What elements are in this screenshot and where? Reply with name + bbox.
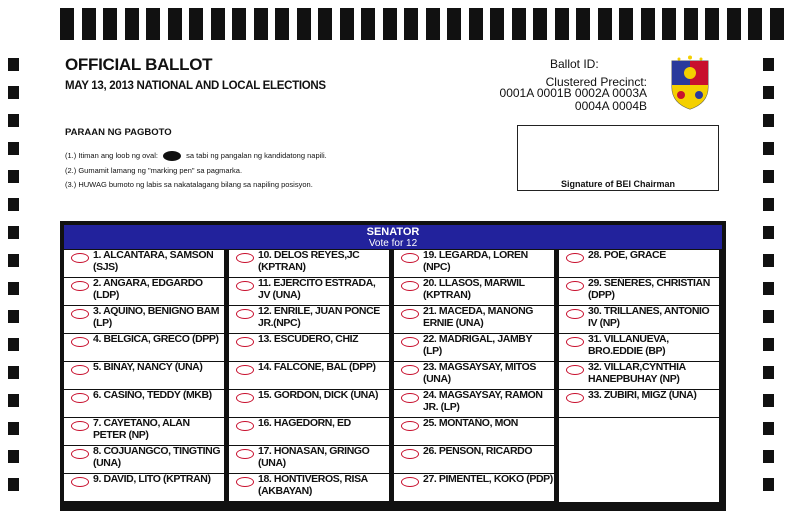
vote-oval[interactable] xyxy=(401,337,419,347)
candidate-entry[interactable] xyxy=(394,250,554,277)
candidate-name: 28. POE, GRACE xyxy=(588,249,666,261)
contest-header xyxy=(64,225,722,249)
candidate-name: 11. EJERCITO ESTRADA, JV (UNA) xyxy=(258,277,376,301)
candidate-entry[interactable] xyxy=(64,278,224,305)
timing-mark xyxy=(60,8,74,40)
candidate-name: 30. TRILLANES, ANTONIO IV (NP) xyxy=(588,305,710,329)
candidate-entry[interactable] xyxy=(64,446,224,473)
candidate-name: 20. LLASOS, MARWIL (KPTRAN) xyxy=(423,277,525,301)
candidate-column xyxy=(559,250,719,510)
vote-oval[interactable] xyxy=(401,421,419,431)
candidate-entry[interactable] xyxy=(394,278,554,305)
timing-mark xyxy=(641,8,655,40)
candidate-name: 3. AQUINO, BENIGNO BAM (LP) xyxy=(93,305,220,329)
timing-mark xyxy=(469,8,483,40)
timing-mark xyxy=(82,8,96,40)
vote-oval[interactable] xyxy=(401,281,419,291)
timing-mark xyxy=(211,8,225,40)
candidate-name: 6. CASIÑO, TEDDY (MKB) xyxy=(93,389,212,401)
vote-oval[interactable] xyxy=(566,281,584,291)
vote-oval[interactable] xyxy=(71,365,89,375)
candidate-name: 32. VILLAR,CYNTHIA HANEPBUHAY (NP) xyxy=(588,361,686,385)
timing-mark xyxy=(763,58,774,71)
timing-mark xyxy=(8,366,19,379)
timing-mark xyxy=(8,114,19,127)
timing-mark xyxy=(763,478,774,491)
timing-mark xyxy=(318,8,332,40)
vote-oval[interactable] xyxy=(401,477,419,487)
candidate-name: 26. PENSON, RICARDO xyxy=(423,445,533,457)
vote-oval[interactable] xyxy=(236,365,254,375)
candidate-name: 27. PIMENTEL, KOKO (PDP) xyxy=(423,473,553,485)
instruction-1-after: sa tabi ng pangalan ng kandidatong napili. xyxy=(186,151,327,160)
candidate-name: 31. VILLANUEVA, BRO.EDDIE (BP) xyxy=(588,333,669,357)
vote-oval[interactable] xyxy=(236,421,254,431)
candidate-entry[interactable] xyxy=(394,334,554,361)
vote-oval[interactable] xyxy=(401,253,419,263)
vote-oval[interactable] xyxy=(236,309,254,319)
candidate-entry[interactable] xyxy=(229,334,389,361)
vote-oval[interactable] xyxy=(71,281,89,291)
vote-oval[interactable] xyxy=(236,449,254,459)
timing-mark xyxy=(684,8,698,40)
signature-box[interactable] xyxy=(517,125,719,191)
election-subtitle: MAY 13, 2013 NATIONAL AND LOCAL ELECTIONS xyxy=(65,80,326,92)
candidate-entry[interactable] xyxy=(229,362,389,389)
candidate-name: 21. MACEDA, MANONG ERNIE (UNA) xyxy=(423,305,534,329)
timing-mark xyxy=(8,478,19,491)
candidate-name: 10. DELOS REYES,JC (KPTRAN) xyxy=(258,249,360,273)
vote-oval[interactable] xyxy=(236,477,254,487)
vote-oval[interactable] xyxy=(71,393,89,403)
timing-mark xyxy=(8,58,19,71)
contest-title: SENATOR xyxy=(366,226,420,238)
timing-mark xyxy=(340,8,354,40)
candidate-name: 24. MAGSAYSAY, RAMON JR. (LP) xyxy=(423,389,543,413)
timing-mark xyxy=(8,422,19,435)
candidate-entry[interactable] xyxy=(229,278,389,305)
vote-oval[interactable] xyxy=(71,477,89,487)
timing-mark xyxy=(168,8,182,40)
timing-mark xyxy=(8,142,19,155)
candidate-column xyxy=(229,250,389,510)
candidate-name: 4. BELGICA, GRECO (DPP) xyxy=(93,333,219,345)
candidate-entry[interactable] xyxy=(64,306,224,333)
candidate-entry[interactable] xyxy=(229,446,389,473)
timing-mark xyxy=(770,8,784,40)
vote-oval[interactable] xyxy=(71,337,89,347)
timing-mark xyxy=(763,422,774,435)
candidate-entry[interactable] xyxy=(394,418,554,445)
timing-mark xyxy=(763,394,774,407)
candidate-name: 8. COJUANGCO, TINGTING (UNA) xyxy=(93,445,221,469)
candidate-entry[interactable] xyxy=(394,306,554,333)
senator-contest xyxy=(60,221,726,511)
vote-oval[interactable] xyxy=(566,337,584,347)
timing-mark xyxy=(8,198,19,211)
vote-oval[interactable] xyxy=(236,281,254,291)
vote-oval[interactable] xyxy=(566,393,584,403)
precinct-codes: 0001A 0001B 0002A 0003A 0004A 0004B xyxy=(499,86,647,113)
candidate-entry[interactable] xyxy=(394,362,554,389)
candidate-name: 12. ENRILE, JUAN PONCE JR.(NPC) xyxy=(258,305,380,329)
instruction-1 xyxy=(65,151,327,161)
candidate-name: 7. CAYETANO, ALAN PETER (NP) xyxy=(93,417,190,441)
filled-oval-icon xyxy=(163,151,181,161)
candidate-entry[interactable] xyxy=(64,362,224,389)
timing-mark xyxy=(8,338,19,351)
timing-mark xyxy=(125,8,139,40)
candidate-name: 9. DAVID, LITO (KPTRAN) xyxy=(93,473,211,485)
timing-mark xyxy=(8,450,19,463)
timing-mark xyxy=(763,142,774,155)
candidate-name: 2. ANGARA, EDGARDO (LDP) xyxy=(93,277,203,301)
timing-mark xyxy=(447,8,461,40)
candidate-entry[interactable] xyxy=(229,250,389,277)
vote-oval[interactable] xyxy=(236,337,254,347)
timing-mark xyxy=(8,226,19,239)
vote-oval[interactable] xyxy=(401,449,419,459)
candidate-entry[interactable] xyxy=(559,334,719,361)
timing-mark xyxy=(662,8,676,40)
candidate-entry[interactable] xyxy=(394,474,554,501)
vote-oval[interactable] xyxy=(566,365,584,375)
vote-oval[interactable] xyxy=(71,309,89,319)
republic-seal-icon xyxy=(666,55,714,111)
candidate-column xyxy=(394,250,554,510)
candidate-name: 25. MONTAÑO, MON xyxy=(423,417,518,429)
timing-mark xyxy=(512,8,526,40)
timing-mark xyxy=(555,8,569,40)
vote-oval[interactable] xyxy=(236,393,254,403)
timing-mark xyxy=(763,114,774,127)
candidate-name: 29. SEÑERES, CHRISTIAN (DPP) xyxy=(588,277,710,301)
candidate-entry[interactable] xyxy=(64,418,224,445)
timing-mark xyxy=(763,226,774,239)
instruction-1-before: (1.) Itiman ang loob ng oval: xyxy=(65,151,158,160)
timing-mark xyxy=(490,8,504,40)
candidate-entry[interactable] xyxy=(229,474,389,501)
candidate-entry[interactable] xyxy=(64,474,224,501)
timing-mark xyxy=(8,394,19,407)
candidate-name: 14. FALCONE, BAL (DPP) xyxy=(258,361,376,373)
candidate-name: 17. HONASAN, GRINGO (UNA) xyxy=(258,445,370,469)
timing-mark xyxy=(763,198,774,211)
instruction-3: (3.) HUWAG bumoto ng labis sa nakatalagang bilang sa napiling posisyon. xyxy=(65,180,313,189)
candidate-name: 33. ZUBIRI, MIGZ (UNA) xyxy=(588,389,697,401)
timing-mark xyxy=(297,8,311,40)
vote-oval[interactable] xyxy=(401,309,419,319)
empty-area xyxy=(559,418,719,502)
signature-label: Signature of BEI Chairman xyxy=(560,179,676,189)
precinct-label: Clustered Precinct: xyxy=(545,75,647,89)
vote-oval[interactable] xyxy=(566,309,584,319)
candidate-name: 23. MAGSAYSAY, MITOS (UNA) xyxy=(423,361,536,385)
timing-mark xyxy=(763,282,774,295)
vote-oval[interactable] xyxy=(566,253,584,263)
timing-mark xyxy=(232,8,246,40)
timing-mark xyxy=(763,450,774,463)
timing-mark xyxy=(361,8,375,40)
timing-mark xyxy=(103,8,117,40)
candidate-column xyxy=(64,250,224,510)
ballot-id-label: Ballot ID: xyxy=(550,57,599,71)
timing-mark xyxy=(619,8,633,40)
candidate-entry[interactable] xyxy=(559,362,719,389)
vote-oval[interactable] xyxy=(401,365,419,375)
candidate-entry[interactable] xyxy=(559,250,719,277)
vote-for-label: Vote for 12 xyxy=(368,238,418,249)
candidate-entry[interactable] xyxy=(229,418,389,445)
timing-mark xyxy=(763,86,774,99)
timing-mark xyxy=(275,8,289,40)
timing-mark xyxy=(8,254,19,267)
timing-mark xyxy=(748,8,762,40)
timing-mark xyxy=(763,310,774,323)
timing-mark xyxy=(533,8,547,40)
timing-mark xyxy=(598,8,612,40)
timing-mark xyxy=(404,8,418,40)
timing-mark xyxy=(8,170,19,183)
candidate-name: 15. GORDON, DICK (UNA) xyxy=(258,389,379,401)
ballot-title: OFFICIAL BALLOT xyxy=(65,55,213,74)
candidate-entry[interactable] xyxy=(64,334,224,361)
timing-mark xyxy=(763,366,774,379)
timing-mark xyxy=(426,8,440,40)
instruction-2: (2.) Gumamit lamang ng "marking pen" sa pagmarka. xyxy=(65,166,243,175)
timing-mark xyxy=(146,8,160,40)
vote-oval[interactable] xyxy=(236,253,254,263)
timing-mark xyxy=(763,170,774,183)
timing-mark xyxy=(763,254,774,267)
candidate-name: 13. ESCUDERO, CHIZ xyxy=(258,333,359,345)
candidate-entry[interactable] xyxy=(394,446,554,473)
candidate-name: 22. MADRIGAL, JAMBY (LP) xyxy=(423,333,532,357)
timing-mark xyxy=(576,8,590,40)
candidate-entry[interactable] xyxy=(559,390,719,417)
candidate-name: 1. ALCANTARA, SAMSON (SJS) xyxy=(93,249,214,273)
candidate-entry[interactable] xyxy=(64,390,224,417)
vote-oval[interactable] xyxy=(71,421,89,431)
candidate-entry[interactable] xyxy=(559,306,719,333)
candidate-name: 19. LEGARDA, LOREN (NPC) xyxy=(423,249,528,273)
timing-mark xyxy=(763,338,774,351)
candidate-name: 16. HAGEDORN, ED xyxy=(258,417,351,429)
candidate-entry[interactable] xyxy=(559,278,719,305)
candidate-entry[interactable] xyxy=(394,390,554,417)
timing-mark xyxy=(189,8,203,40)
vote-oval[interactable] xyxy=(71,253,89,263)
vote-oval[interactable] xyxy=(401,393,419,403)
timing-mark xyxy=(383,8,397,40)
candidate-name: 5. BINAY, NANCY (UNA) xyxy=(93,361,203,373)
candidate-name: 18. HONTIVEROS, RISA (AKBAYAN) xyxy=(258,473,368,497)
timing-mark xyxy=(8,310,19,323)
candidate-entry[interactable] xyxy=(64,250,224,277)
candidate-entry[interactable] xyxy=(229,390,389,417)
timing-mark xyxy=(8,86,19,99)
timing-mark xyxy=(705,8,719,40)
timing-mark xyxy=(254,8,268,40)
timing-mark xyxy=(727,8,741,40)
candidate-entry[interactable] xyxy=(229,306,389,333)
voting-instructions-title: PARAAN NG PAGBOTO xyxy=(65,127,172,138)
timing-mark xyxy=(8,282,19,295)
vote-oval[interactable] xyxy=(71,449,89,459)
